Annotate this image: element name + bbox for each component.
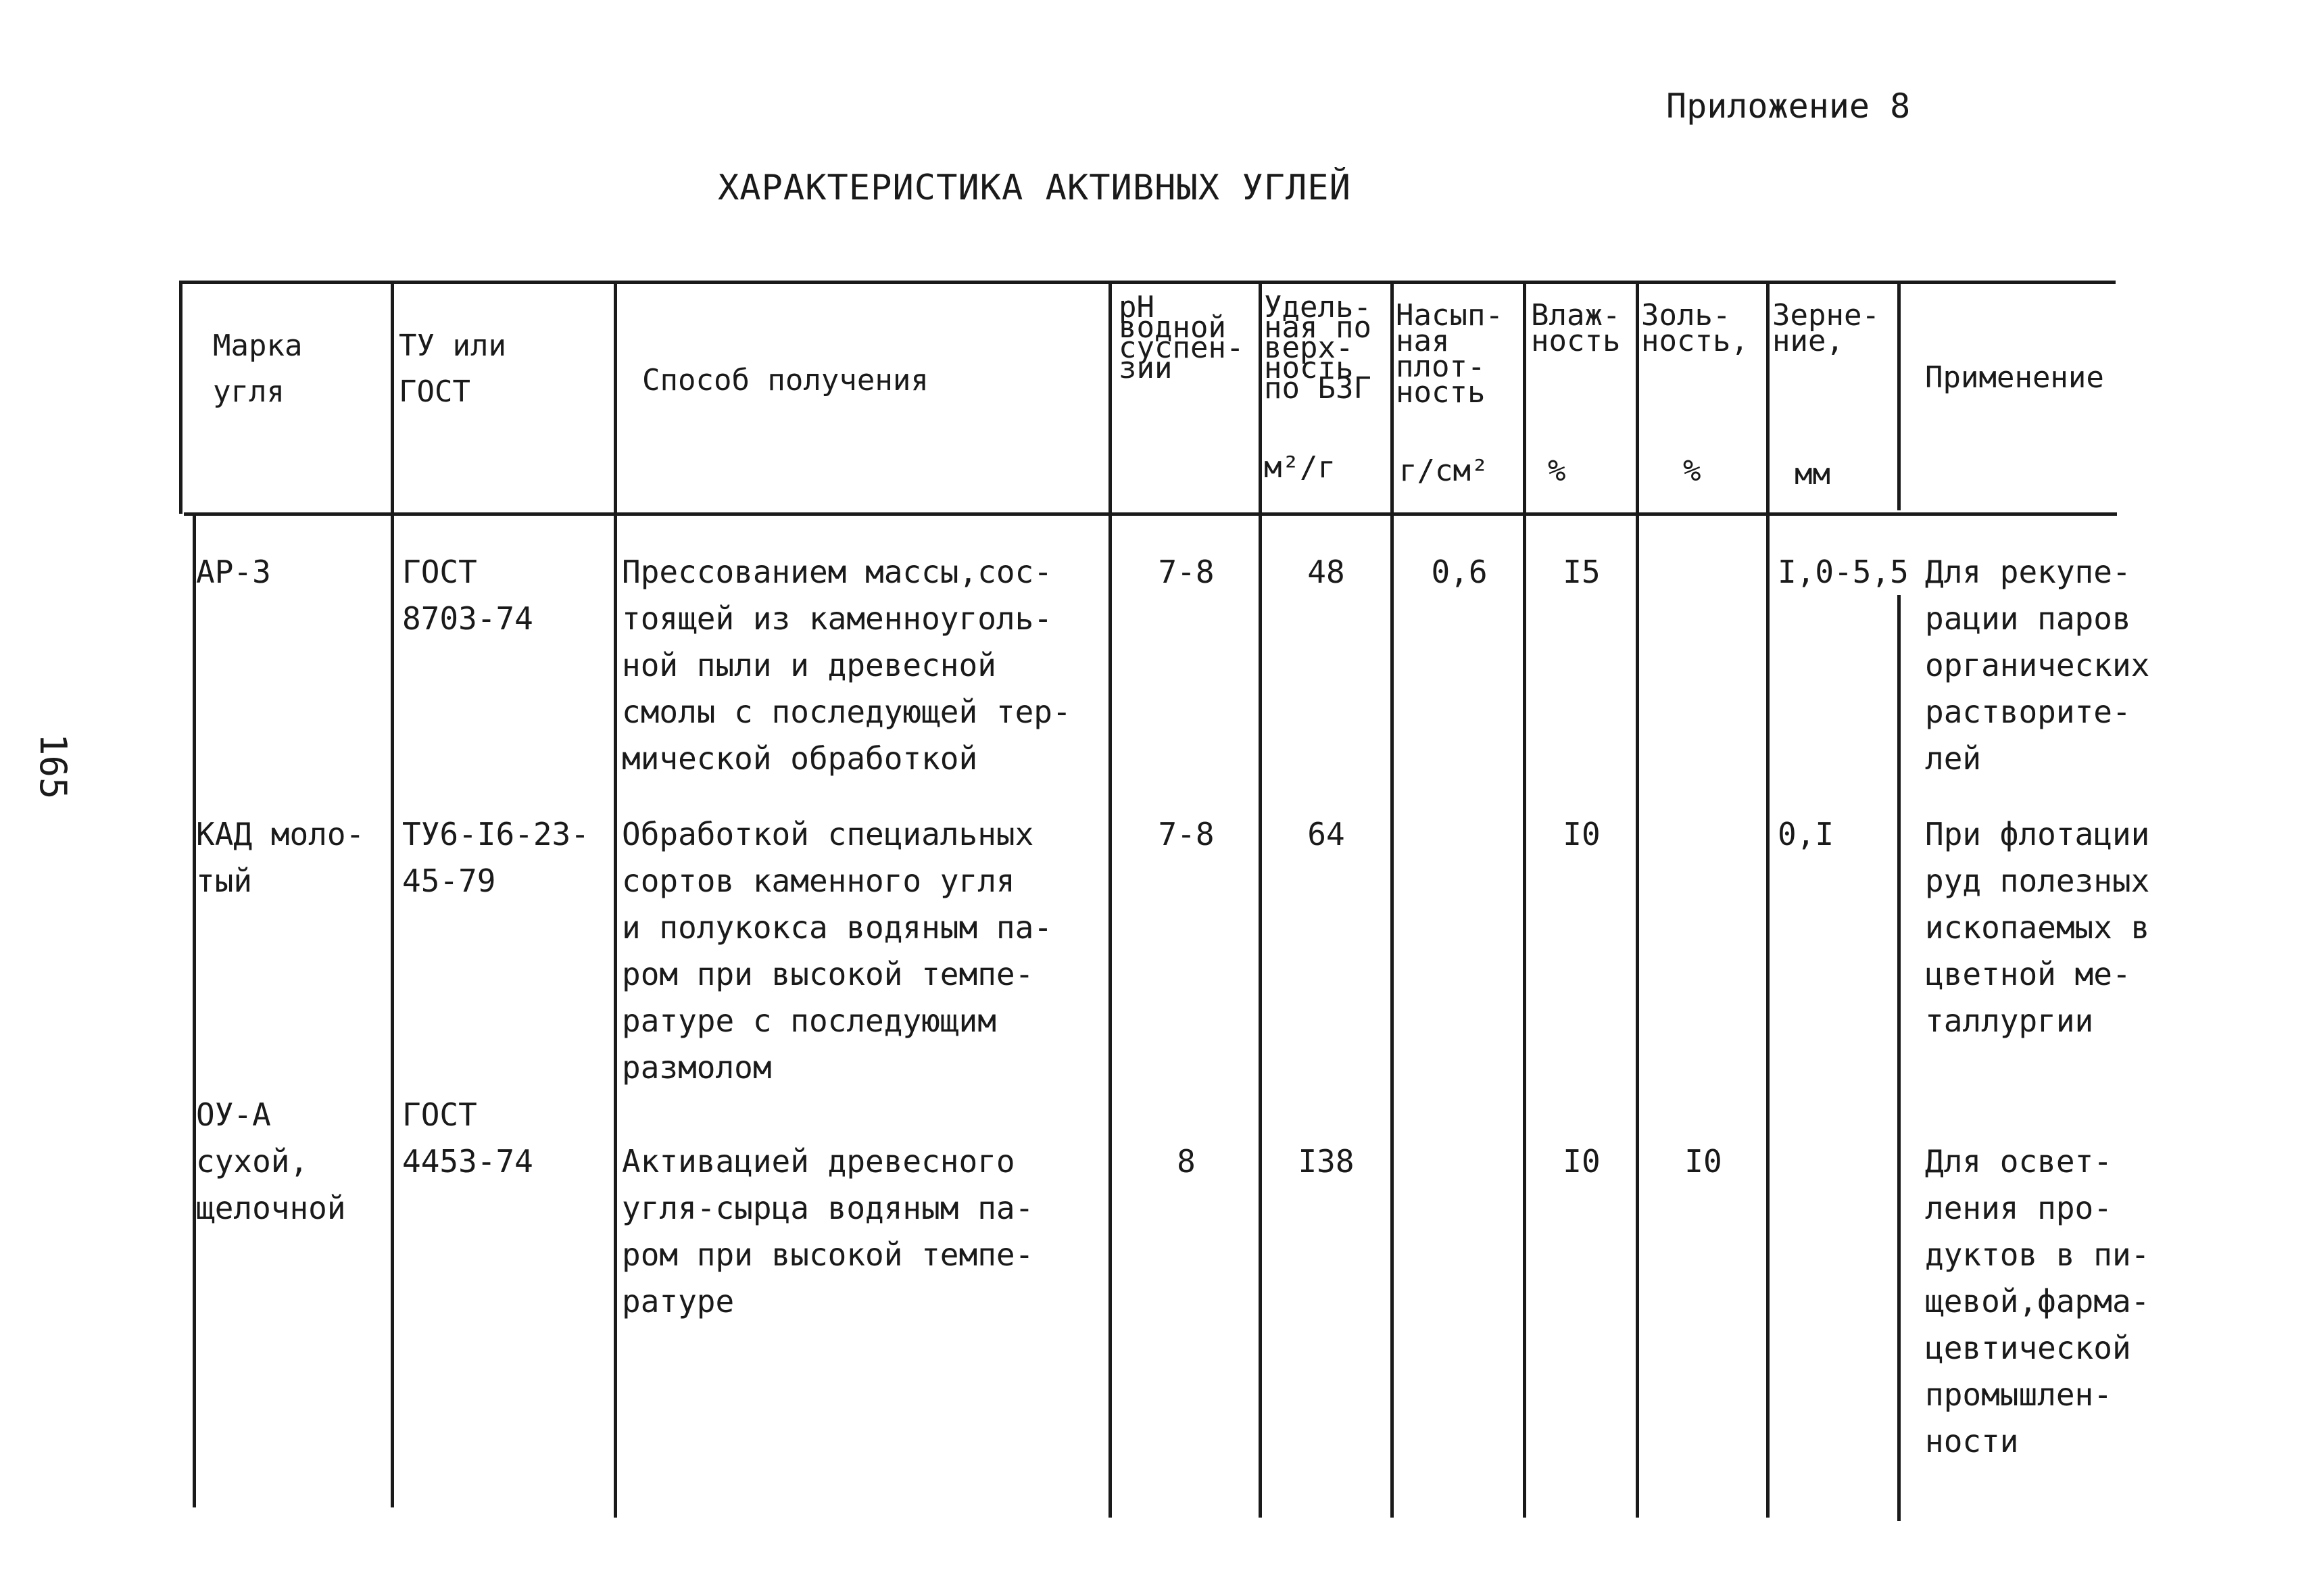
- header-ash: Золь- ность,: [1641, 298, 1749, 358]
- header-brand: Марка угля: [213, 329, 303, 409]
- header-method: Способ получения: [642, 363, 929, 397]
- header-moisture-unit: %: [1548, 454, 1566, 488]
- page-title: ХАРАКТЕРИСТИКА АКТИВНЫХ УГЛЕЙ: [718, 168, 1351, 208]
- cell-method: Прессованием массы,сос- тоящей из каменноуголь- ной пыли и древесной смолы с последующей тер- мической обработкой: [622, 554, 1071, 777]
- page-number: 165: [32, 733, 74, 800]
- column-divider: [1390, 281, 1394, 1518]
- header-application: Применение: [1925, 360, 2104, 395]
- header-grain-unit: мм: [1795, 457, 1830, 491]
- cell-standard: ТУ6-I6-23- 45-79: [402, 816, 589, 899]
- column-divider: [1897, 595, 1901, 1521]
- cell-standard: ГОСТ 4453-74: [402, 1096, 533, 1180]
- cell-standard: ГОСТ 8703-74: [402, 554, 533, 637]
- header-surface-unit: м²/г: [1264, 450, 1336, 485]
- cell-method: Обработкой специальных сортов каменного угля и полукокса водяным па- ром при высокой темпе- ратуре с последующим размолом: [622, 816, 1052, 1086]
- column-divider: [1108, 281, 1112, 1518]
- column-divider: [1259, 281, 1262, 1518]
- header-grain: Зерне- ние,: [1772, 298, 1880, 358]
- column-divider: [1636, 281, 1639, 1518]
- cell-application: Для рекупе- рации паров органических растворите- лей: [1925, 554, 2150, 777]
- cell-application: При флотации руд полезных ископаемых в цветной ме- таллургии: [1925, 816, 2150, 1039]
- cell-grain: I,0-5,5: [1778, 554, 1909, 590]
- cell-application: Для освет- ления про- дуктов в пи- щевой,фарма- цевтической промышлен- ности: [1925, 1143, 2150, 1459]
- table-header-rule: [184, 512, 2117, 516]
- cell-surface: 64: [1307, 816, 1345, 852]
- cell-surface: 48: [1307, 554, 1345, 590]
- cell-brand: АР-3: [196, 554, 271, 590]
- column-divider: [614, 281, 617, 1518]
- cell-moisture: I0: [1563, 816, 1601, 852]
- header-ash-unit: %: [1683, 454, 1701, 488]
- cell-moisture: I5: [1563, 554, 1601, 590]
- cell-method: Активацией древесного угля-сырца водяным па- ром при высокой темпе- ратуре: [622, 1143, 1034, 1320]
- appendix-label: Приложение 8: [1666, 87, 1911, 126]
- column-divider: [391, 281, 394, 1507]
- header-surface: Удель- ная по верх- ность по БЗГ: [1264, 290, 1371, 406]
- header-standard: ТУ или ГОСТ: [399, 329, 506, 409]
- cell-brand: КАД моло- тый: [196, 816, 365, 899]
- cell-grain: 0,I: [1778, 816, 1834, 852]
- cell-ph: 8: [1177, 1143, 1196, 1180]
- header-ph: pH водной суспен- зии: [1119, 290, 1244, 385]
- cell-brand: ОУ-А сухой, щелочной: [196, 1096, 346, 1226]
- cell-density: 0,6: [1431, 554, 1488, 590]
- cell-surface: I38: [1298, 1143, 1355, 1180]
- column-divider: [1766, 281, 1770, 1518]
- cell-moisture: I0: [1563, 1143, 1601, 1180]
- column-divider: [1523, 281, 1526, 1518]
- cell-ash: I0: [1684, 1143, 1722, 1180]
- cell-ph: 7-8: [1158, 816, 1215, 852]
- header-density: Насып- ная плот- ность: [1396, 298, 1503, 410]
- header-moisture: Влаж- ность: [1531, 298, 1621, 358]
- cell-ph: 7-8: [1158, 554, 1215, 590]
- column-divider: [1897, 281, 1901, 510]
- header-density-unit: г/см²: [1399, 454, 1489, 488]
- column-divider: [179, 281, 182, 514]
- column-divider: [193, 514, 196, 1507]
- table-top-rule: [179, 281, 2116, 284]
